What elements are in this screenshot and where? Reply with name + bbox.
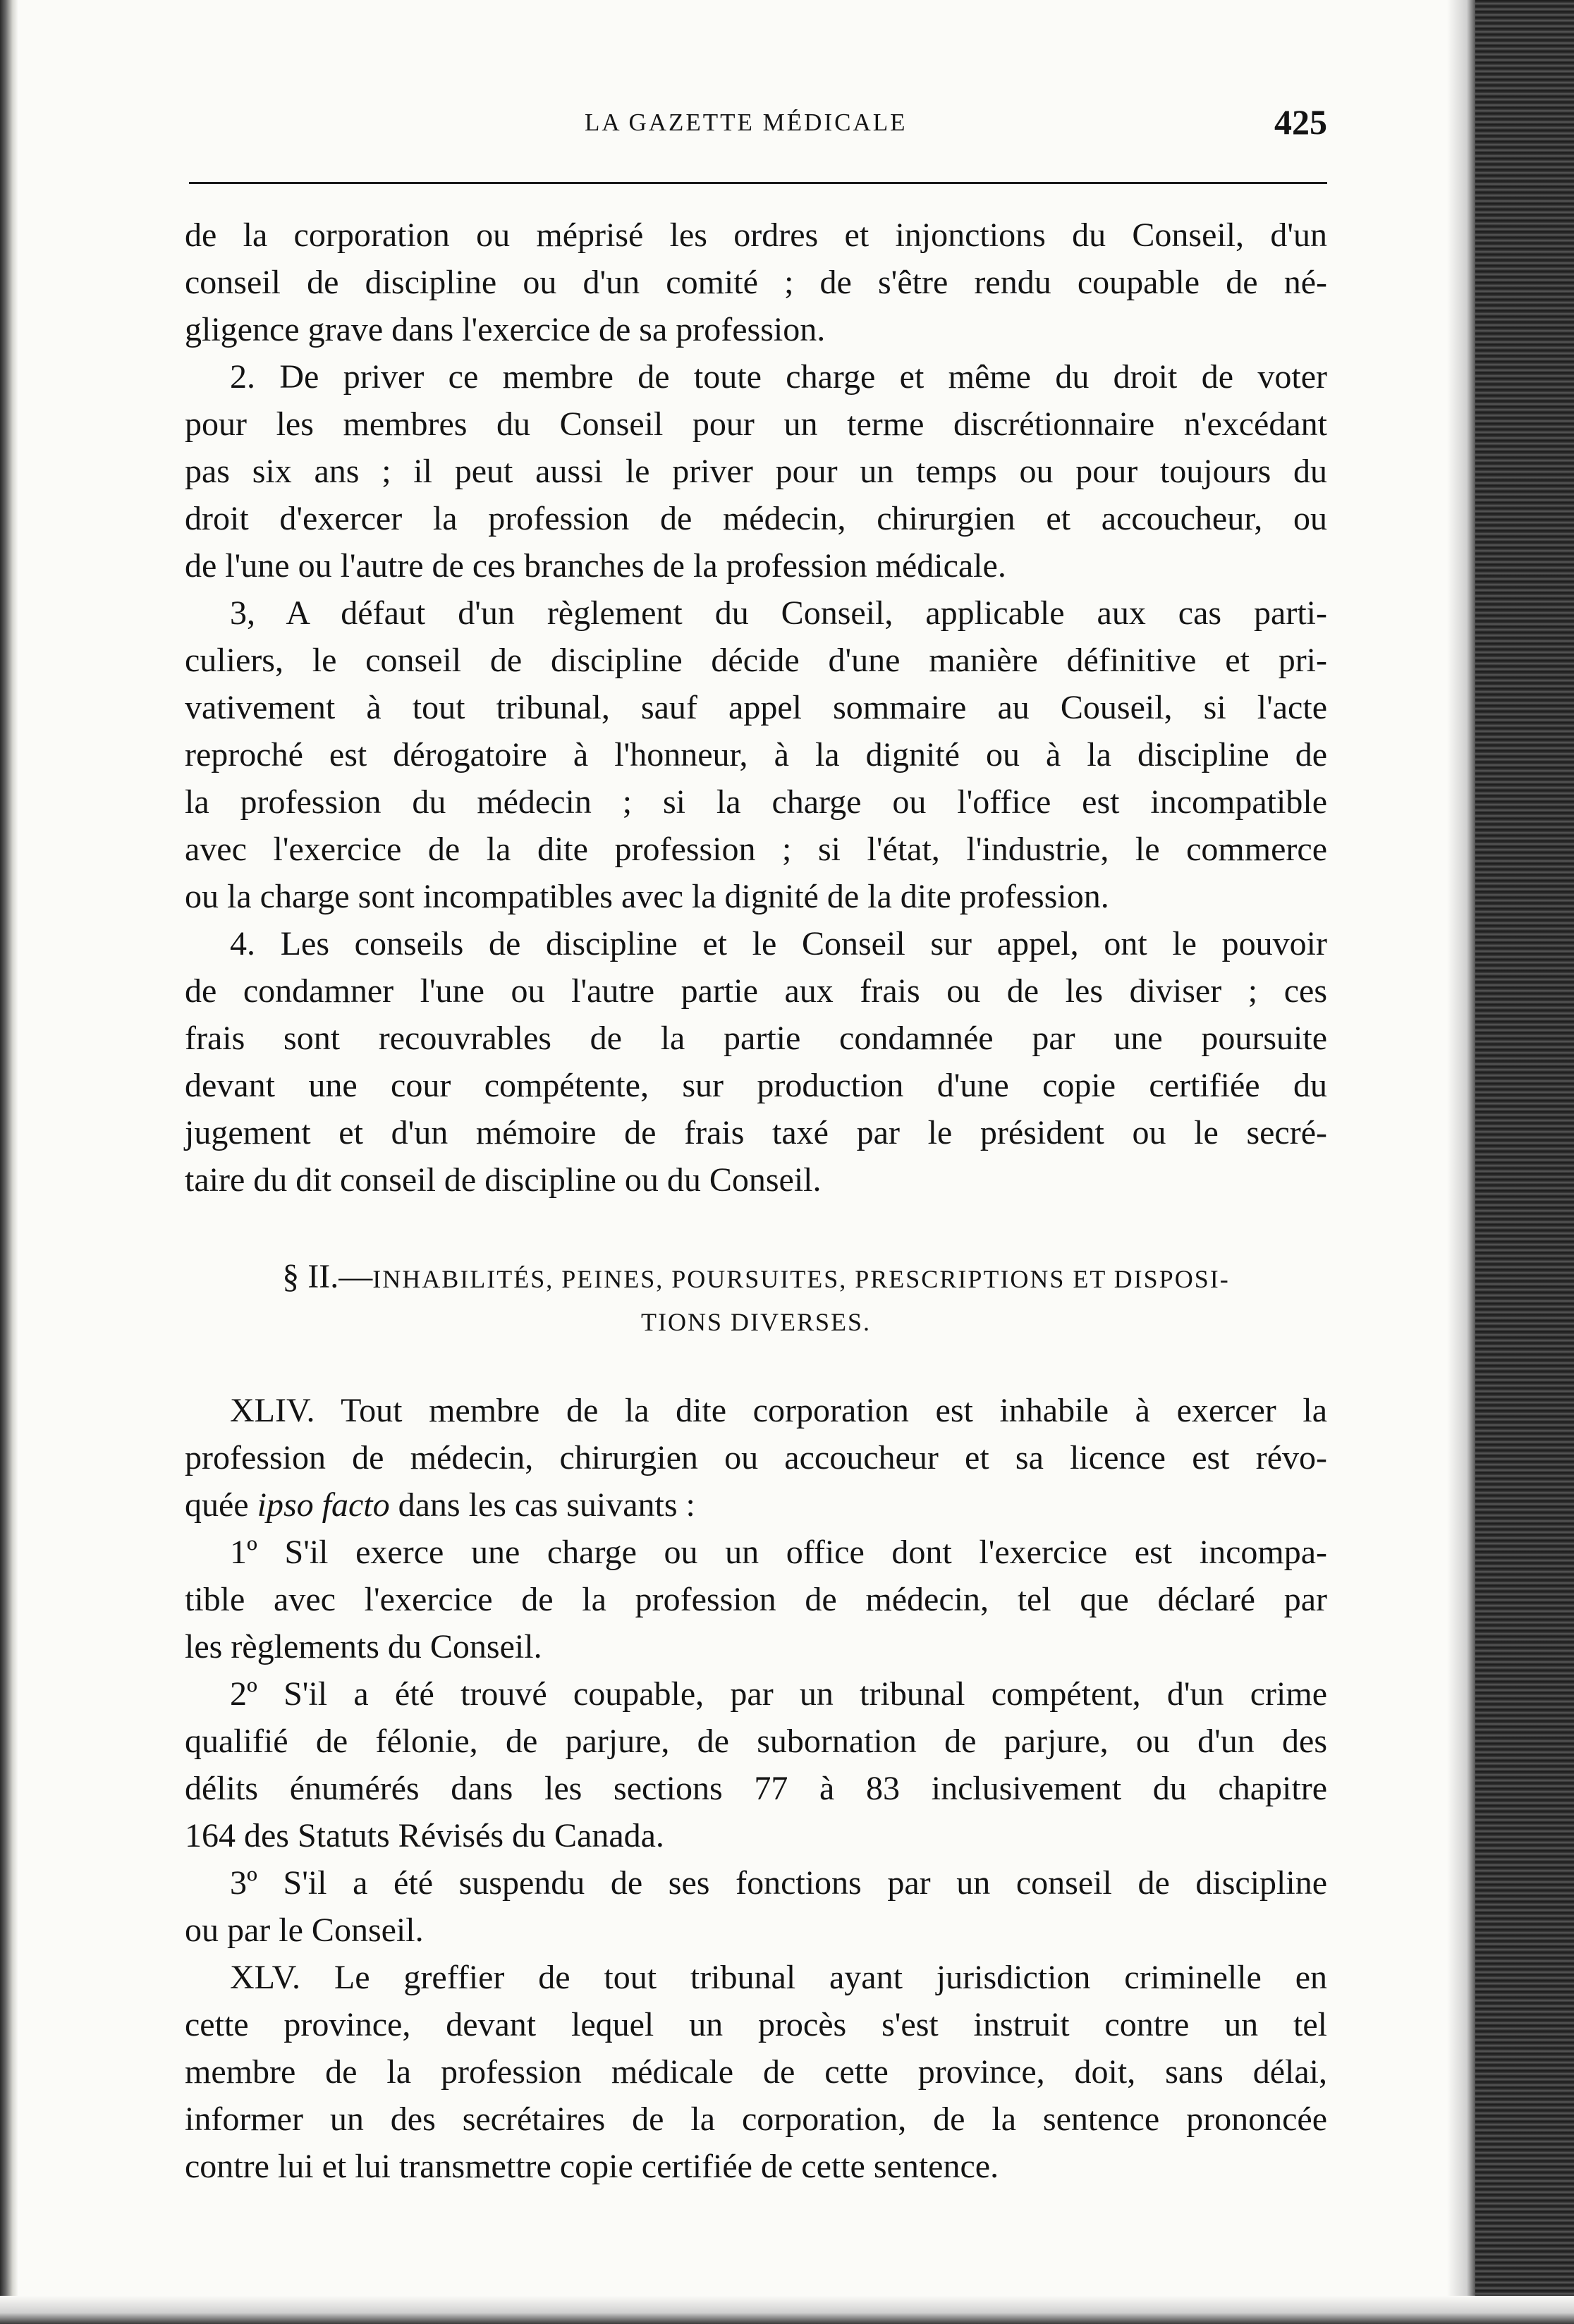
text-line: vativement à tout tribunal, sauf appel sommaire au Couseil, si l'acte xyxy=(185,689,1327,726)
section-heading xyxy=(185,1254,1327,1345)
text-fragment: dans les cas suivants : xyxy=(389,1486,695,1524)
text-line: tible avec l'exercice de la profession de médecin, tel que déclaré par xyxy=(185,1581,1327,1618)
text-line: pas six ans ; il peut aussi le priver pour un temps ou pour toujours du xyxy=(185,453,1327,490)
text-line: XLIV. Tout membre de la dite corporation est inhabile à exercer la xyxy=(230,1392,1327,1429)
text-line: contre lui et lui transmettre copie certifiée de cette sentence. xyxy=(185,2148,999,2185)
article-xliv xyxy=(185,1387,1327,1529)
page-edge-left xyxy=(0,0,18,2324)
text-line: de l'une ou l'autre de ces branches de la profession médicale. xyxy=(185,547,1006,585)
text-line: jugement et d'un mémoire de frais taxé par le président ou le secré- xyxy=(185,1114,1327,1151)
section-heading-text: INHABILITÉS, PEINES, POURSUITES, PRESCRIPTIONS ET DISPOSI- xyxy=(372,1265,1230,1293)
text-line: qualifié de félonie, de parjure, de subornation de parjure, ou d'un des xyxy=(185,1723,1327,1760)
text-line: XLV. Le greffier de tout tribunal ayant jurisdiction criminelle en xyxy=(230,1959,1327,1996)
text-line: 164 des Statuts Révisés du Canada. xyxy=(185,1817,664,1854)
text-line: frais sont recouvrables de la partie condamnée par une poursuite xyxy=(185,1020,1327,1057)
text-line: 3, A défaut d'un règlement du Conseil, applicable aux cas parti- xyxy=(230,594,1327,632)
page-edge-right xyxy=(1475,0,1574,2324)
text-line: de condamner l'une ou l'autre partie aux frais ou de les diviser ; ces xyxy=(185,972,1327,1010)
text-line: profession de médecin, chirurgien ou accoucheur et sa licence est révo- xyxy=(185,1439,1327,1476)
italic-phrase: ipso facto xyxy=(257,1486,390,1524)
text-line: 2. De priver ce membre de toute charge et même du droit de voter xyxy=(230,358,1327,396)
page-header xyxy=(185,102,1327,157)
body-text xyxy=(185,212,1327,2190)
page-number: 425 xyxy=(1274,102,1327,142)
clause-3 xyxy=(185,1859,1327,1954)
text-line: cette province, devant lequel un procès s'est instruit contre un tel xyxy=(185,2006,1327,2043)
text-line: la profession du médecin ; si la charge ou l'office est incompatible xyxy=(185,783,1327,821)
text-line: 4. Les conseils de discipline et le Conseil sur appel, ont le pouvoir xyxy=(230,925,1327,962)
text-line: conseil de discipline ou d'un comité ; de s'être rendu coupable de né- xyxy=(185,264,1327,301)
page-edge-right-shadow xyxy=(1447,0,1475,2324)
text-line: taire du dit conseil de discipline ou du Conseil. xyxy=(185,1161,822,1199)
paragraph-item-3 xyxy=(185,589,1327,920)
text-line: délits énumérés dans les sections 77 à 83 inclusivement du chapitre xyxy=(185,1770,1327,1807)
section-heading-line-2: TIONS DIVERSES. xyxy=(640,1308,871,1336)
text-line: membre de la profession médicale de cette province, doit, sans délai, xyxy=(185,2053,1327,2091)
clause-1 xyxy=(185,1529,1327,1670)
text-line: 2º S'il a été trouvé coupable, par un tribunal compétent, d'un crime xyxy=(230,1675,1327,1713)
article-xlv xyxy=(185,1954,1327,2190)
paragraph-item-4 xyxy=(185,920,1327,1204)
text-line: droit d'exercer la profession de médecin, chirurgien et accoucheur, ou xyxy=(185,500,1327,537)
section-mark: § II.— xyxy=(282,1258,373,1295)
text-line: culiers, le conseil de discipline décide d'une manière définitive et pri- xyxy=(185,642,1327,679)
section-spacer xyxy=(185,1345,1327,1387)
page-edge-bottom xyxy=(0,2296,1574,2324)
text-line xyxy=(185,1481,1327,1529)
clause-2 xyxy=(185,1670,1327,1859)
running-title: LA GAZETTE MÉDICALE xyxy=(585,109,908,136)
text-line: les règlements du Conseil. xyxy=(185,1628,542,1665)
text-line: 3º S'il a été suspendu de ses fonctions par un conseil de discipline xyxy=(230,1864,1327,1902)
paragraph-item-2 xyxy=(185,353,1327,589)
text-line: reproché est dérogatoire à l'honneur, à la dignité ou à la discipline de xyxy=(185,736,1327,773)
text-line: devant une cour compétente, sur production d'une copie certifiée du xyxy=(185,1067,1327,1104)
paragraph-continuation xyxy=(185,212,1327,353)
text-line: pour les membres du Conseil pour un terme discrétionnaire n'excédant xyxy=(185,405,1327,443)
text-line: ou la charge sont incompatibles avec la dignité de la dite profession. xyxy=(185,878,1109,915)
section-heading-line-1 xyxy=(185,1254,1327,1299)
header-rule xyxy=(189,182,1327,184)
text-line: avec l'exercice de la dite profession ; si l'état, l'industrie, le commerce xyxy=(185,831,1327,868)
text-line: de la corporation ou méprisé les ordres et injonctions du Conseil, d'un xyxy=(185,216,1327,254)
text-line: gligence grave dans l'exercice de sa profession. xyxy=(185,311,826,348)
text-line: 1º S'il exerce une charge ou un office dont l'exercice est incompa- xyxy=(230,1534,1327,1571)
text-line: ou par le Conseil. xyxy=(185,1912,424,1949)
text-fragment: quée xyxy=(185,1486,257,1524)
text-line: informer un des secrétaires de la corporation, de la sentence prononcée xyxy=(185,2100,1327,2138)
section-spacer xyxy=(185,1204,1327,1254)
